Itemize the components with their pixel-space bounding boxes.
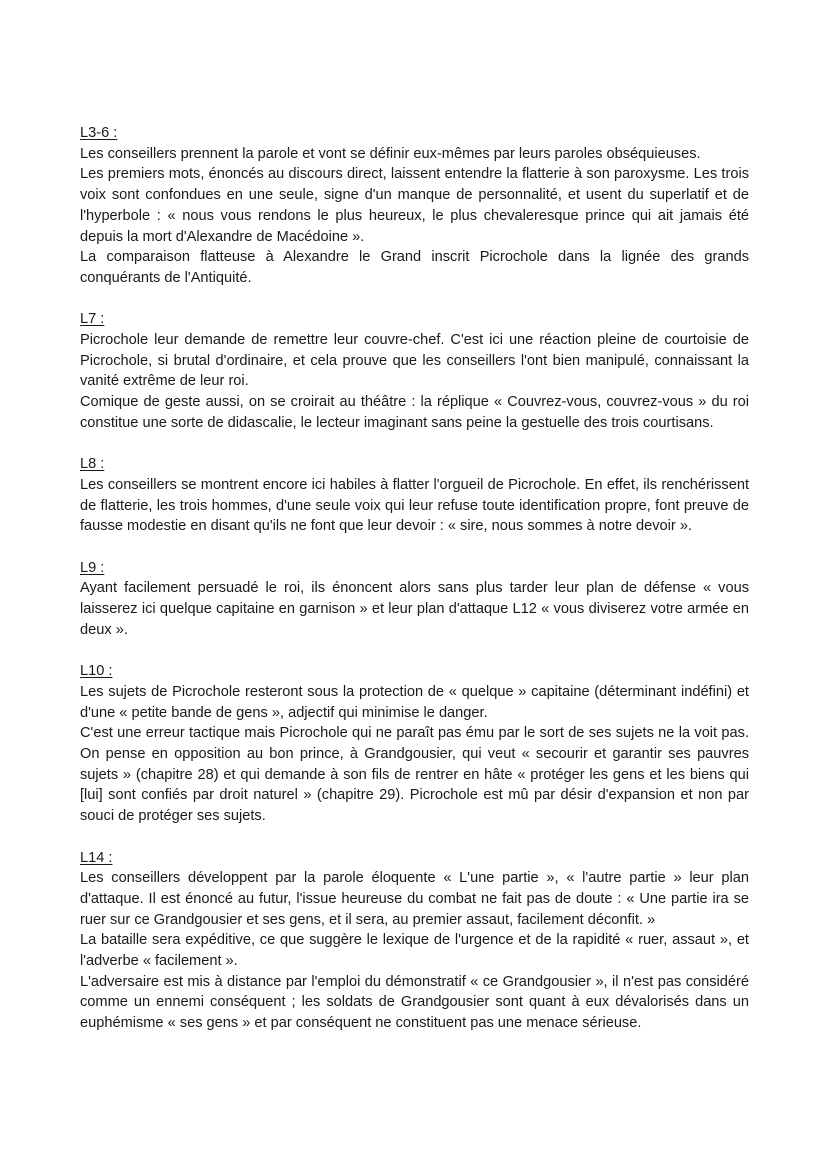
section-l9	[80, 558, 749, 641]
paragraph: Comique de geste aussi, on se croirait au théâtre : la réplique « Couvrez-vous, couvrez-vous » du roi constitue une sorte de didascalie, le lecteur imaginant sans peine la gestuelle des trois courtisans.	[80, 394, 749, 431]
section-l14	[80, 848, 749, 1034]
section-l10	[80, 661, 749, 827]
section-heading: L9 :	[80, 559, 105, 576]
paragraph: C'est une erreur tactique mais Picrochole qui ne paraît pas ému par le sort de ses sujets ne la voit pas. On pense en opposition au bon prince, à Grandgousier, qui veut « secourir et garantir ses pauvres sujets » (chapitre 28) et qui demande à son fils de rentrer en hâte « protéger les gens et les biens qui [lui] sont confiés par droit naturel » (chapitre 29). Picrochole est mû par désir d'expansion et non par souci de protéger ses sujets.	[80, 725, 749, 825]
section-heading: L7 :	[80, 311, 105, 328]
section-heading: L14 :	[80, 849, 113, 866]
section-l8	[80, 454, 749, 537]
section-heading: L10 :	[80, 663, 113, 680]
paragraph: Les sujets de Picrochole resteront sous la protection de « quelque » capitaine (déterminant indéfini) et d'une « petite bande de gens », adjectif qui minimise le danger.	[80, 683, 749, 721]
paragraph: Les conseillers se montrent encore ici habiles à flatter l'orgueil de Picrochole. En effet, ils renchérissent de flatterie, les trois hommes, d'une seule voix qui leur refuse toute identification propre, font preuve de fausse modestie en disant qu'ils ne font que leur devoir : « sire, nous sommes à notre devoir ».	[80, 476, 749, 535]
section-l7	[80, 309, 749, 433]
paragraph: Les premiers mots, énoncés au discours direct, laissent entendre la flatterie à son paroxysme. Les trois voix sont confondues en une seule, signe d'un manque de personnalité, et usent du superlatif et de l'hyperbole : « nous vous rendons le plus heureux, le plus chevaleresque prince qui ait jamais été depuis la mort d'Alexandre de Macédoine ».	[80, 166, 749, 245]
section-l3-6	[80, 123, 749, 289]
document-page	[80, 123, 749, 1055]
paragraph: La comparaison flatteuse à Alexandre le Grand inscrit Picrochole dans la lignée des grands conquérants de l'Antiquité.	[80, 249, 749, 286]
section-heading: L3-6 :	[80, 125, 118, 141]
section-heading: L8 :	[80, 456, 105, 473]
paragraph: L'adversaire est mis à distance par l'emploi du démonstratif « ce Grandgousier », il n'est pas considéré comme un ennemi conséquent ; les soldats de Grandgousier sont quant à eux dévalorisés dans un euphémisme « ses gens » et par conséquent ne constituent pas une menace sérieuse.	[80, 973, 749, 1032]
paragraph: Les conseillers développent par la parole éloquente « L'une partie », « l'autre partie » leur plan d'attaque. Il est énoncé au futur, l'issue heureuse du combat ne fait pas de doute : « Une partie ira se ruer sur ce Grandgousier et ses gens, et il sera, au premier assaut, facilement déconfit. »	[80, 870, 749, 928]
paragraph: Ayant facilement persuadé le roi, ils énoncent alors sans plus tarder leur plan de défense « vous laisserez ici quelque capitaine en garnison » et leur plan d'attaque L12 « vous diviserez votre armée en deux ».	[80, 580, 749, 638]
paragraph: Picrochole leur demande de remettre leur couvre-chef. C'est ici une réaction pleine de courtoisie de Picrochole, si brutal d'ordinaire, et cela prouve que les conseillers l'ont bien manipulé, connaissant la vanité extrême de leur roi.	[80, 332, 749, 390]
paragraph: La bataille sera expéditive, ce que suggère le lexique de l'urgence et de la rapidité « ruer, assaut », et l'adverbe « facilement ».	[80, 932, 749, 970]
paragraph: Les conseillers prennent la parole et vont se définir eux-mêmes par leurs paroles obséquieuses.	[80, 145, 701, 162]
